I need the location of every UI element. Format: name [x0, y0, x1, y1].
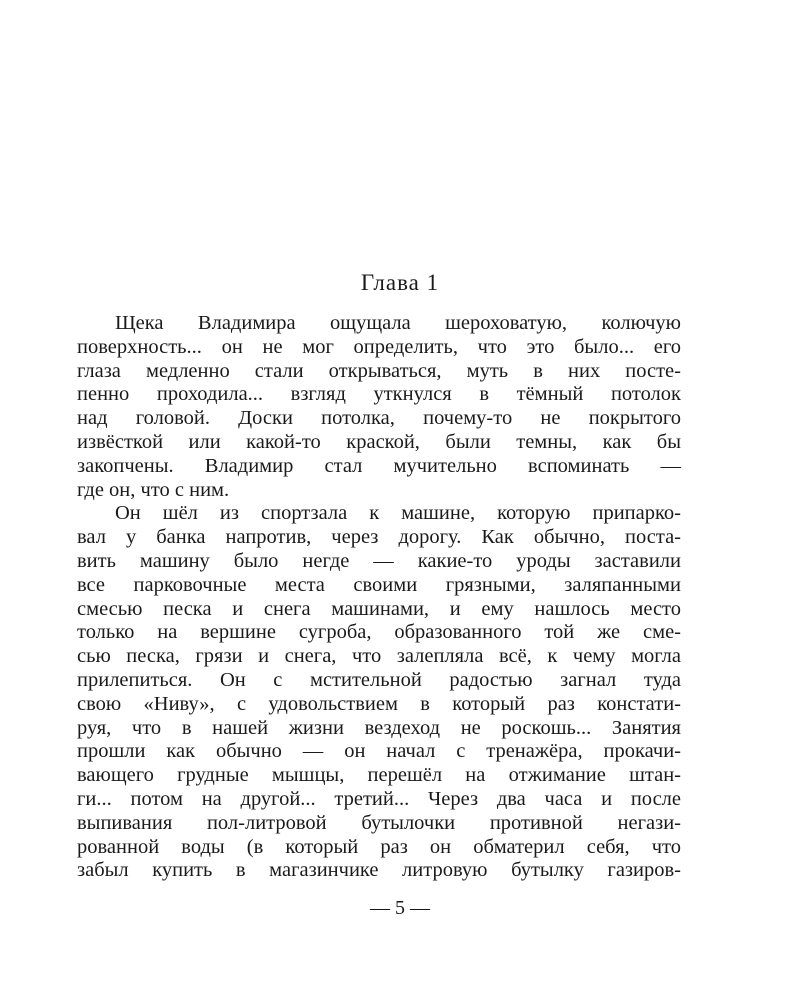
text-line: вить машину было негде — какие-то уроды заставили	[77, 549, 681, 572]
text-line: поверхность... он не мог определить, что это было... его	[77, 335, 681, 358]
paragraph	[77, 502, 681, 883]
text-line: над головой. Доски потолка, почему-то не покрытого	[77, 407, 681, 430]
text-line: забыл купить в магазинчике литровую бутылку газиров-	[77, 859, 681, 882]
text-line: Щека Владимира ощущала шероховатую, колючую	[115, 312, 681, 334]
text-line: смесью песка и снега машинами, и ему нашлось место	[77, 597, 681, 620]
text-line: вал у банка напротив, через дорогу. Как обычно, поста-	[77, 526, 681, 549]
text-line: все парковочные места своими грязными, заляпанными	[77, 573, 681, 596]
text-line: пенно проходила... взгляд уткнулся в тёмный потолок	[77, 383, 681, 406]
text-line: руя, что в нашей жизни вездеход не роскошь... Занятия	[77, 716, 681, 739]
chapter-title: Глава 1	[360, 270, 440, 295]
text-line: прилепиться. Он с мстительной радостью загнал туда	[77, 668, 681, 691]
text-line: рованной воды (в который раз он обматерил себя, что	[77, 835, 681, 858]
text-line: свою «Ниву», с удовольствием в который раз констати-	[77, 692, 681, 715]
paragraph	[77, 312, 681, 502]
body-text	[77, 312, 681, 883]
text-line: глаза медленно стали открываться, муть в них посте-	[77, 359, 681, 382]
text-line: закопчены. Владимир стал мучительно вспоминать —	[77, 454, 681, 477]
text-line: сью песка, грязи и снега, что залепляла всё, к чему могла	[77, 645, 681, 668]
text-line: прошли как обычно — он начал с тренажёра, прокачи-	[77, 740, 681, 763]
text-line: где он, что с ним.	[77, 478, 230, 501]
text-line: ги... потом на другой... третий... Через два часа и после	[77, 787, 681, 810]
text-line: выпивания пол-литровой бутылочки противной негази-	[77, 811, 681, 834]
page-number: — 5 —	[370, 897, 430, 919]
text-line: вающего грудные мышцы, перешёл на отжимание штан-	[77, 764, 681, 787]
text-line: Он шёл из спортзала к машине, которую припарко-	[115, 502, 681, 525]
text-line: извёсткой или какой-то краской, были темны, как бы	[77, 430, 681, 453]
text-line: только на вершине сугроба, образованного той же сме-	[77, 621, 681, 644]
